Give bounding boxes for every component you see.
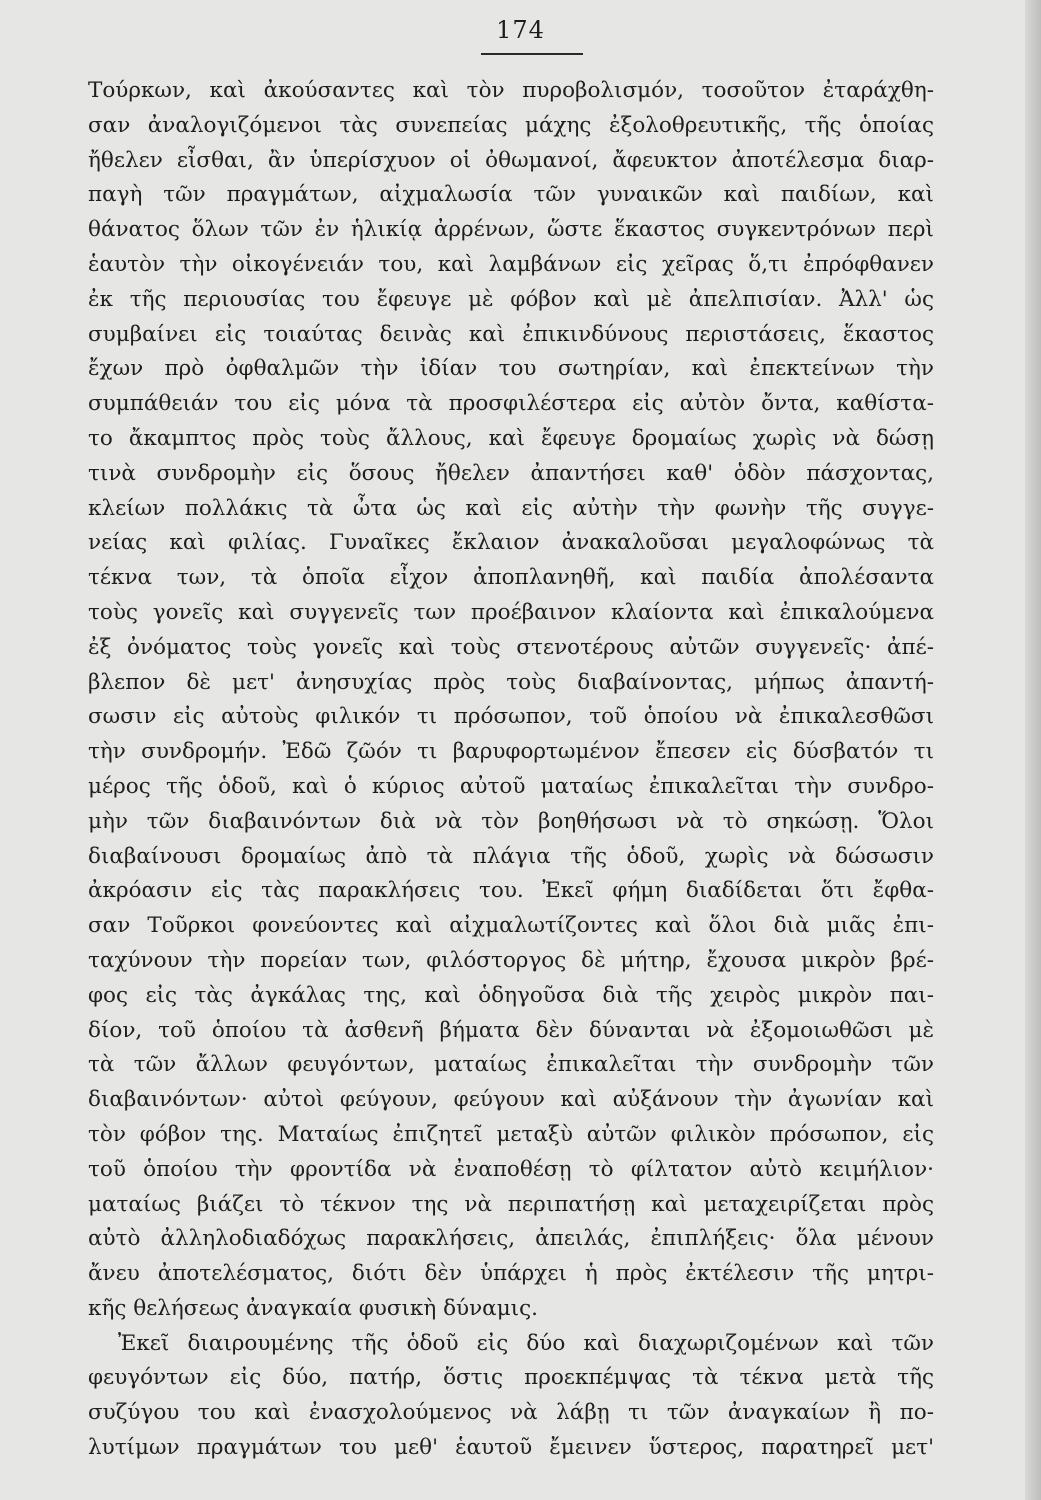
text-line: τοῦ ὁποίου τὴν φροντίδα νὰ ἐναποθέσῃ τὸ φίλτατον αὐτὸ κειμήλιον· — [88, 1156, 934, 1182]
header-rule — [481, 53, 583, 55]
text-line: το ἄκαμπτος πρὸς τοὺς ἄλλους, καὶ ἔφευγε δρομαίως χωρὶς νὰ δώσῃ — [88, 425, 934, 451]
text-line: τὸν φόβον της. Ματαίως ἐπιζητεῖ μεταξὺ αὐτῶν φιλικὸν πρόσωπον, εἰς — [88, 1121, 934, 1147]
text-line: μέρος τῆς ὁδοῦ, καὶ ὁ κύριος αὐτοῦ ματαίως ἐπικαλεῖται τὴν συνδρο- — [88, 773, 934, 799]
text-line: μὴν τῶν διαβαινόντων διὰ νὰ τὸν βοηθήσωσι νὰ τὸ σηκώσῃ. Ὅλοι — [88, 808, 934, 834]
page-edge-shadow — [1025, 0, 1041, 1500]
text-line: βλεπον δὲ μετ' ἀνησυχίας πρὸς τοὺς διαβαίνοντας, μήπως ἀπαντή- — [88, 669, 934, 695]
page-number: 174 — [496, 16, 545, 44]
text-line: διαβαινόντων· αὐτοὶ φεύγουν, φεύγουν καὶ αὐξάνουν τὴν ἀγωνίαν καὶ — [88, 1087, 934, 1113]
text-line: τοὺς γονεῖς καὶ συγγενεῖς των προέβαινον κλαίοντα καὶ ἐπικαλούμενα — [88, 599, 934, 625]
text-line: ταχύνουν τὴν πορείαν των, φιλόστοργος δὲ μήτηρ, ἔχουσα μικρὸν βρέ- — [88, 947, 934, 973]
paragraph-start-line: Ἐκεῖ διαιρουμένης τῆς ὁδοῦ εἰς δύο καὶ διαχωριζομένων καὶ τῶν — [118, 1330, 934, 1356]
text-line: σαν Τοῦρκοι φονεύοντες καὶ αἰχμαλωτίζοντες καὶ ὅλοι διὰ μιᾶς ἐπι- — [88, 913, 934, 939]
text-line: συμβαίνει εἰς τοιαύτας δεινὰς καὶ ἐπικινδύνους περιστάσεις, ἕκαστος — [88, 321, 934, 347]
text-line: ἐκ τῆς περιουσίας του ἔφευγε μὲ φόβον καὶ μὲ ἀπελπισίαν. Ἀλλ' ὡς — [88, 286, 934, 312]
text-line: συμπάθειάν του εἰς μόνα τὰ προσφιλέστερα εἰς αὐτὸν ὄντα, καθίστα- — [88, 391, 934, 417]
text-line: ἔχων πρὸ ὀφθαλμῶν τὴν ἰδίαν του σωτηρίαν, καὶ ἐπεκτείνων τὴν — [88, 356, 934, 382]
text-line: ἄνευ ἀποτελέσματος, διότι δὲν ὑπάρχει ἡ πρὸς ἐκτέλεσιν τῆς μητρι- — [88, 1261, 934, 1287]
text-line: ἤθελεν εἶσθαι, ἂν ὑπερίσχυον οἱ ὀθωμανοί, ἄφευκτον ἀποτέλεσμα διαρ- — [88, 147, 934, 173]
text-line: νείας καὶ φιλίας. Γυναῖκες ἔκλαιον ἀνακαλοῦσαι μεγαλοφώνως τὰ — [88, 530, 934, 556]
text-line: τὴν συνδρομήν. Ἐδῶ ζῶόν τι βαρυφορτωμένον ἔπεσεν εἰς δύσβατόν τι — [88, 739, 934, 765]
body-text — [88, 74, 934, 1466]
text-line: τέκνα των, τὰ ὁποῖα εἶχον ἀποπλανηθῆ, καὶ παιδία ἀπολέσαντα — [88, 565, 934, 591]
text-line: φος εἰς τὰς ἀγκάλας της, καὶ ὁδηγοῦσα διὰ τῆς χειρὸς μικρὸν παι- — [88, 982, 934, 1008]
text-line: σαν ἀναλογιζόμενοι τὰς συνεπείας μάχης ἐξολοθρευτικῆς, τῆς ὁποίας — [88, 112, 934, 138]
text-line: τινὰ συνδρομὴν εἰς ὅσους ἤθελεν ἀπαντήσει καθ' ὁδὸν πάσχοντας, — [88, 460, 934, 486]
text-line: τὰ τῶν ἄλλων φευγόντων, ματαίως ἐπικαλεῖται τὴν συνδρομὴν τῶν — [88, 1052, 934, 1078]
text-line: σωσιν εἰς αὐτοὺς φιλικόν τι πρόσωπον, τοῦ ὁποίου νὰ ἐπικαλεσθῶσι — [88, 704, 934, 730]
text-line: συζύγου του καὶ ἐνασχολούμενος νὰ λάβῃ τι τῶν ἀναγκαίων ἢ πο- — [88, 1400, 934, 1426]
paragraph-end-line: κῆς θελήσεως ἀναγκαία φυσικὴ δύναμις. — [88, 1295, 538, 1321]
text-line: ἐξ ὀνόματος τοὺς γονεῖς καὶ τοὺς στενοτέρους αὐτῶν συγγενεῖς· ἀπέ- — [88, 634, 934, 660]
text-line: κλείων πολλάκις τὰ ὦτα ὡς καὶ εἰς αὐτὴν τὴν φωνὴν τῆς συγγε- — [88, 495, 934, 521]
text-line: λυτίμων πραγμάτων του μεθ' ἑαυτοῦ ἔμεινεν ὕστερος, παρατηρεῖ μετ' — [88, 1435, 934, 1461]
text-line: ἀκρόασιν εἰς τὰς παρακλήσεις του. Ἐκεῖ φήμη διαδίδεται ὅτι ἔφθα- — [88, 878, 934, 904]
text-line: θάνατος ὅλων τῶν ἐν ἡλικίᾳ ἀρρένων, ὥστε ἕκαστος συγκεντρόνων περὶ — [88, 217, 934, 243]
text-line: αὐτὸ ἀλληλοδιαδόχως παρακλήσεις, ἀπειλάς, ἐπιπλήξεις· ὅλα μένουν — [88, 1226, 934, 1252]
text-line: ματαίως βιάζει τὸ τέκνον της νὰ περιπατήσῃ καὶ μεταχειρίζεται πρὸς — [88, 1191, 934, 1217]
text-line: Τούρκων, καὶ ἀκούσαντες καὶ τὸν πυροβολισμόν, τοσοῦτον ἐταράχθη- — [88, 78, 934, 103]
text-line: δίον, τοῦ ὁποίου τὰ ἀσθενῆ βήματα δὲν δύνανται νὰ ἐξομοιωθῶσι μὲ — [88, 1017, 934, 1043]
text-line: φευγόντων εἰς δύο, πατήρ, ὅστις προεκπέμψας τὰ τέκνα μετὰ τῆς — [88, 1365, 934, 1391]
text-line: διαβαίνουσι δρομαίως ἀπὸ τὰ πλάγια τῆς ὁδοῦ, χωρὶς νὰ δώσωσιν — [88, 843, 934, 869]
text-line: ἑαυτὸν τὴν οἰκογένειάν του, καὶ λαμβάνων εἰς χεῖρας ὅ,τι ἐπρόφθανεν — [88, 251, 934, 277]
text-line: παγὴ τῶν πραγμάτων, αἰχμαλωσία τῶν γυναικῶν καὶ παιδίων, καὶ — [88, 182, 934, 208]
